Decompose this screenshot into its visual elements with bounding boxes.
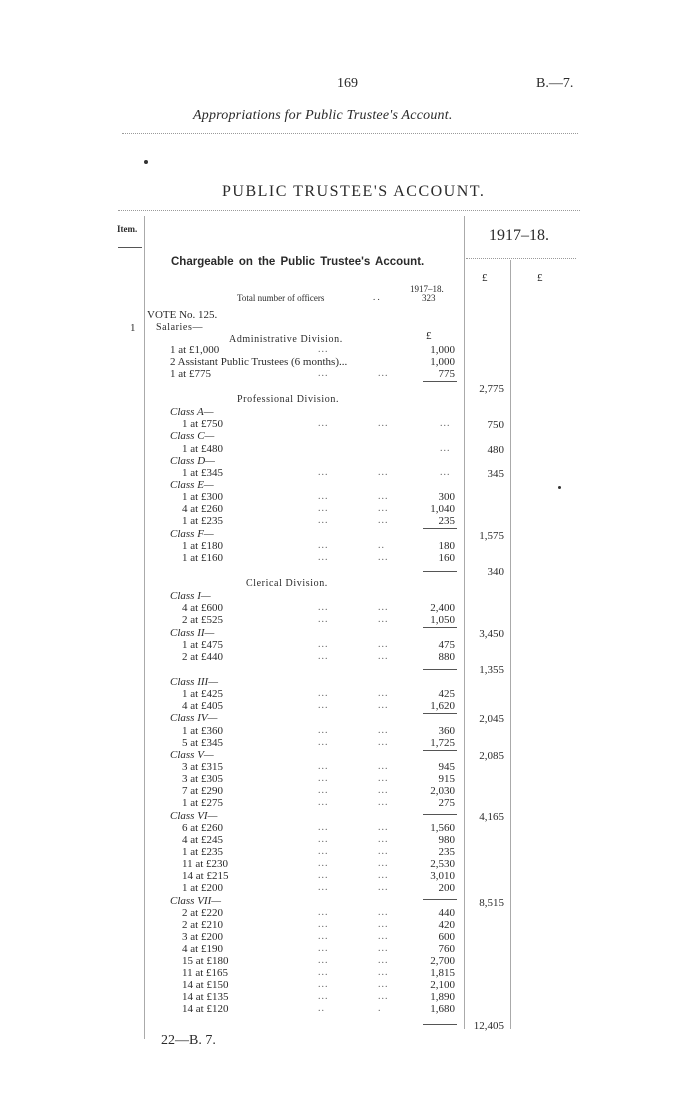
- line-item-desc: 1 at £345: [182, 467, 223, 479]
- item-number: 1: [130, 322, 136, 334]
- print-speck: [558, 486, 561, 489]
- item-header-rule: [118, 247, 142, 248]
- subtotal-column-divider: [510, 260, 511, 1029]
- line-item-amount: 1,560: [430, 822, 455, 834]
- officers-label: Total number of officers: [237, 293, 325, 303]
- page-number: 169: [337, 76, 358, 91]
- line-item-desc: 15 at £180: [182, 955, 229, 967]
- line-item-desc: 2 at £525: [182, 614, 223, 626]
- line-item-amount: 1,620: [430, 700, 455, 712]
- line-item-desc: 14 at £120: [182, 1003, 229, 1015]
- class-label: Class F—: [170, 528, 214, 540]
- year-header-rule: [466, 258, 576, 259]
- line-item-amount: 360: [438, 725, 455, 737]
- class-total: 750: [487, 419, 504, 431]
- vote-number: VOTE No. 125.: [147, 309, 218, 321]
- line-item-amount: 235: [438, 515, 455, 527]
- line-item-amount: 915: [438, 773, 455, 785]
- line-item-amount: 760: [438, 943, 455, 955]
- line-item-desc: 1 at £200: [182, 882, 223, 894]
- line-item-amount: 420: [438, 919, 455, 931]
- line-item-amount: 300: [438, 491, 455, 503]
- line-item-amount: 600: [438, 931, 455, 943]
- line-item-desc: 3 at £305: [182, 773, 223, 785]
- line-item-desc: 1 at £235: [182, 846, 223, 858]
- line-item-amount: 1,725: [430, 737, 455, 749]
- class-total: 4,165: [479, 811, 504, 823]
- line-item-amount: 425: [438, 688, 455, 700]
- item-column-divider: [144, 216, 145, 1039]
- admin-division-total: 2,775: [479, 383, 504, 395]
- line-item-amount: 2,100: [430, 979, 455, 991]
- line-item-desc: 4 at £245: [182, 834, 223, 846]
- class-total: 2,085: [479, 750, 504, 762]
- header-rule: [122, 133, 578, 134]
- print-speck: [144, 160, 148, 164]
- class-label: Class V—: [170, 749, 214, 761]
- class-total: 2,045: [479, 713, 504, 725]
- class-label: Class II—: [170, 627, 215, 639]
- class-total: 1,575: [479, 530, 504, 542]
- line-item-amount: 180: [438, 540, 455, 552]
- line-item-amount: 440: [438, 907, 455, 919]
- line-item-desc: 1 at £480: [182, 443, 223, 455]
- line-item-amount: 2,530: [430, 858, 455, 870]
- line-item-desc: 1 at £360: [182, 725, 223, 737]
- class-label: Class A—: [170, 406, 214, 418]
- class-total: 12,405: [473, 1020, 504, 1032]
- line-item-desc: 1 at £775: [170, 368, 211, 380]
- pound-symbol-col2: £: [537, 272, 543, 284]
- line-item-amount: 1,680: [430, 1003, 455, 1015]
- line-item-desc: 1 at £180: [182, 540, 223, 552]
- pound-symbol-col0: £: [426, 330, 432, 342]
- line-item-desc: 1 at £160: [182, 552, 223, 564]
- line-item-amount: 1,000: [430, 344, 455, 356]
- line-item-desc: 3 at £200: [182, 931, 223, 943]
- line-item-desc: 11 at £230: [182, 858, 229, 870]
- line-item-amount: 1,050: [430, 614, 455, 626]
- line-item-desc: 1 at £275: [182, 797, 223, 809]
- line-item-amount: 2,400: [430, 602, 455, 614]
- line-item-desc: 4 at £600: [182, 602, 223, 614]
- class-label: Class C—: [170, 430, 215, 442]
- document-reference: B.—7.: [536, 76, 574, 91]
- class-label: Class IV—: [170, 712, 218, 724]
- class-total: 480: [487, 444, 504, 456]
- line-item-amount: 775: [438, 368, 455, 380]
- class-label: Class I—: [170, 590, 211, 602]
- class-label: Class VII—: [170, 895, 222, 907]
- page-header-title: Appropriations for Public Trustee's Account.: [193, 108, 453, 123]
- pound-symbol-col1: £: [482, 272, 488, 284]
- admin-division-title: Administrative Division.: [229, 334, 343, 345]
- line-item-desc: 5 at £345: [182, 737, 223, 749]
- line-item-desc: 1 at £475: [182, 639, 223, 651]
- line-item-amount: 1,040: [430, 503, 455, 515]
- officers-year: 1917–18.: [410, 284, 444, 294]
- line-item-amount: 1,890: [430, 991, 455, 1003]
- line-item-amount: 475: [438, 639, 455, 651]
- line-item-amount: 2,700: [430, 955, 455, 967]
- class-total: 345: [487, 468, 504, 480]
- class-total: 1,355: [479, 664, 504, 676]
- line-item-desc: 1 at £300: [182, 491, 223, 503]
- line-item-desc: 2 at £220: [182, 907, 223, 919]
- line-item-amount: 200: [438, 882, 455, 894]
- line-item-desc: 1 at £425: [182, 688, 223, 700]
- line-item-desc: 2 at £440: [182, 651, 223, 663]
- line-item-amount: 2,030: [430, 785, 455, 797]
- line-item-amount: 160: [438, 552, 455, 564]
- item-column-label: Item.: [117, 224, 138, 234]
- line-item-amount: 1,000: [430, 356, 455, 368]
- line-item-desc: 6 at £260: [182, 822, 223, 834]
- line-item-desc: 14 at £135: [182, 991, 229, 1003]
- class-total: 8,515: [479, 897, 504, 909]
- line-item-desc: 11 at £165: [182, 967, 229, 979]
- line-item-desc: 4 at £190: [182, 943, 223, 955]
- footer-signature: 22—B. 7.: [161, 1033, 216, 1048]
- class-label: Class VI—: [170, 810, 218, 822]
- main-title: PUBLIC TRUSTEE'S ACCOUNT.: [222, 183, 486, 200]
- line-item-desc: 1 at £750: [182, 418, 223, 430]
- professional-division-title: Professional Division.: [237, 394, 340, 405]
- line-item-desc: 4 at £260: [182, 503, 223, 515]
- line-item-desc: 7 at £290: [182, 785, 223, 797]
- class-label: Class D—: [170, 455, 215, 467]
- line-item-desc: 14 at £150: [182, 979, 229, 991]
- line-item-amount: 980: [438, 834, 455, 846]
- line-item-amount: 275: [438, 797, 455, 809]
- line-item-amount: 880: [438, 651, 455, 663]
- subheading: Chargeable on the Public Trustee's Account.: [171, 256, 425, 268]
- title-rule: [118, 210, 580, 211]
- line-item-desc: 1 at £235: [182, 515, 223, 527]
- clerical-division-title: Clerical Division.: [246, 578, 328, 589]
- line-item-desc: 2 Assistant Public Trustees (6 months)...: [170, 356, 348, 368]
- amount-column-divider: [464, 216, 465, 1029]
- class-label: Class E—: [170, 479, 214, 491]
- line-item-desc: 14 at £215: [182, 870, 229, 882]
- salaries-heading: Salaries—: [156, 322, 204, 333]
- line-item-desc: 3 at £315: [182, 761, 223, 773]
- line-item-amount: 3,010: [430, 870, 455, 882]
- class-total: 3,450: [479, 628, 504, 640]
- class-label: Class III—: [170, 676, 218, 688]
- year-heading: 1917–18.: [489, 227, 549, 244]
- class-total: 340: [487, 566, 504, 578]
- line-item-desc: 2 at £210: [182, 919, 223, 931]
- line-item-amount: 945: [438, 761, 455, 773]
- line-item-desc: 4 at £405: [182, 700, 223, 712]
- officers-count: 323: [422, 293, 436, 303]
- line-item-amount: 235: [438, 846, 455, 858]
- line-item-desc: 1 at £1,000: [170, 344, 220, 356]
- line-item-amount: 1,815: [430, 967, 455, 979]
